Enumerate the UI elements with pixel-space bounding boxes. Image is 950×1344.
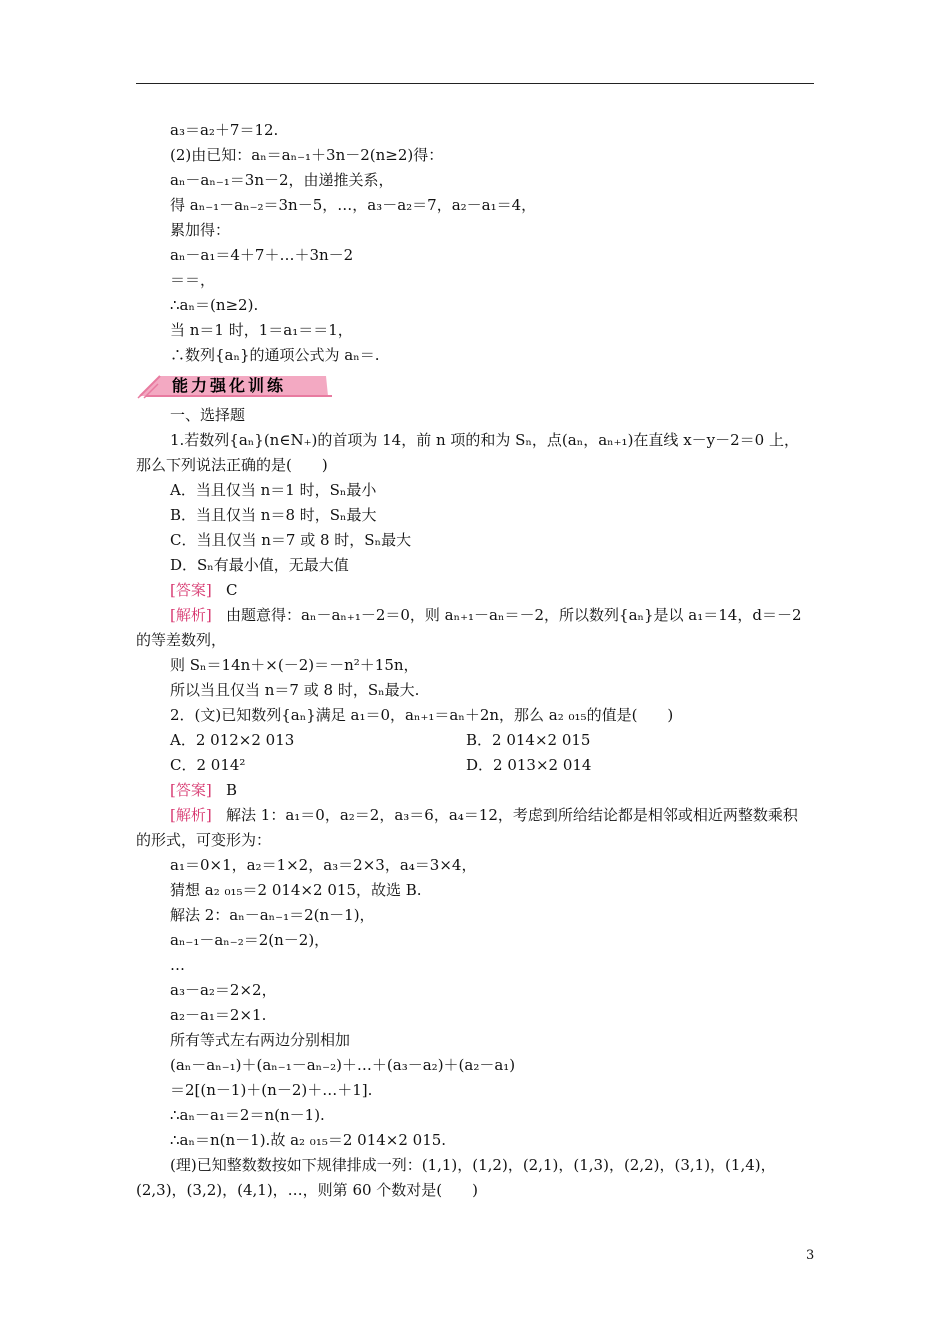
text-line: 得 aₙ₋₁－aₙ₋₂＝3n－5，…，a₃－a₂＝7，a₂－a₁＝4， — [170, 196, 537, 214]
option-a: A．2 012×2 013 — [170, 731, 295, 749]
text-line: … — [170, 956, 185, 974]
text-line: (2)由已知：aₙ＝aₙ₋₁＋3n－2(n≥2)得： — [170, 146, 444, 164]
text-line: 当 n＝1 时，1＝a₁＝＝1， — [170, 321, 353, 339]
text-line: 所有等式左右两边分别相加 — [170, 1031, 351, 1049]
text-line: ＝2[(n－1)＋(n－2)＋…＋1]. — [170, 1081, 373, 1099]
page-content — [136, 118, 816, 1203]
text-line: 解法 2：aₙ－aₙ₋₁＝2(n－1)， — [170, 906, 375, 924]
text-line: 的形式，可变形为： — [136, 831, 272, 849]
answer-value: B — [226, 781, 238, 799]
option-c: C．2 014² — [170, 756, 246, 774]
text-line: aₙ₋₁－aₙ₋₂＝2(n－2)， — [170, 931, 330, 949]
section-banner — [136, 370, 816, 400]
options-row — [136, 753, 816, 778]
text-line: a₁＝0×1，a₂＝1×2，a₃＝2×3，a₄＝3×4， — [170, 856, 477, 874]
analysis-text: 解法 1：a₁＝0，a₂＝2，a₃＝6，a₄＝12，考虑到所给结论都是相邻或相近两整数乘积 — [226, 806, 798, 824]
text-line: a₃＝a₂＋7＝12. — [170, 121, 279, 139]
text-line: 猜想 a₂ ₀₁₅＝2 014×2 015，故选 B. — [170, 881, 422, 899]
section-title: 能力强化训练 — [172, 376, 287, 395]
text-line: ∴aₙ＝(n≥2). — [170, 296, 259, 314]
option-d: D．2 013×2 014 — [466, 756, 592, 774]
text-line: (理)已知整数数按如下规律排成一列：(1,1)，(1,2)，(2,1)，(1,3)，(2,2)，(3,1)，(1,4)， — [170, 1156, 776, 1174]
options-row — [136, 728, 816, 753]
text-line: 那么下列说法正确的是( ) — [136, 456, 328, 474]
analysis-tag: [解析] — [170, 806, 212, 824]
option-b: B．2 014×2 015 — [466, 731, 591, 749]
answer-line — [136, 578, 816, 603]
text-line: ＝＝， — [170, 271, 216, 289]
text-line: (aₙ－aₙ₋₁)＋(aₙ₋₁－aₙ₋₂)＋…＋(a₃－a₂)＋(a₂－a₁) — [170, 1056, 516, 1074]
answer-value: C — [226, 581, 238, 599]
text-line: a₂－a₁＝2×1. — [170, 1006, 267, 1024]
text-line: ∴数列{aₙ}的通项公式为 aₙ＝. — [170, 346, 380, 364]
text-line: B．当且仅当 n＝8 时，Sₙ最大 — [170, 506, 377, 524]
text-line: 累加得： — [170, 221, 231, 239]
answer-line — [136, 778, 816, 803]
text-line: aₙ－aₙ₋₁＝3n－2，由递推关系， — [170, 171, 394, 189]
analysis-tag: [解析] — [170, 606, 212, 624]
text-line: A．当且仅当 n＝1 时，Sₙ最小 — [170, 481, 377, 499]
text-line: (2,3)，(3,2)，(4,1)，…，则第 60 个数对是( ) — [136, 1181, 479, 1199]
analysis-line — [136, 803, 816, 828]
text-line: a₃－a₂＝2×2， — [170, 981, 277, 999]
text-line: C．当且仅当 n＝7 或 8 时，Sₙ最大 — [170, 531, 412, 549]
text-line: ∴aₙ－a₁＝2＝n(n－1). — [170, 1106, 325, 1124]
text-line: aₙ－a₁＝4＋7＋…＋3n－2 — [170, 246, 354, 264]
text-line: 的等差数列， — [136, 631, 227, 649]
text-line: ∴aₙ＝n(n－1).故 a₂ ₀₁₅＝2 014×2 015. — [170, 1131, 447, 1149]
answer-tag: [答案] — [170, 781, 212, 799]
text-line: 则 Sₙ＝14n＋×(－2)＝－n²＋15n， — [170, 656, 419, 674]
text-line: 2．(文)已知数列{aₙ}满足 a₁＝0，aₙ₊₁＝aₙ＋2n，那么 a₂ ₀₁₅的值是( ) — [170, 706, 674, 724]
text-line: D．Sₙ有最小值，无最大值 — [170, 556, 349, 574]
page-number: 3 — [806, 1248, 815, 1263]
text-line: 所以当且仅当 n＝7 或 8 时，Sₙ最大. — [170, 681, 420, 699]
analysis-line — [136, 603, 816, 628]
header-rule — [136, 83, 814, 84]
text-line: 一、选择题 — [170, 406, 246, 424]
analysis-text: 由题意得：aₙ－aₙ₊₁－2＝0，则 aₙ₊₁－aₙ＝－2，所以数列{aₙ}是以 a₁＝14，d＝－2 — [226, 606, 802, 624]
answer-tag: [答案] — [170, 581, 212, 599]
text-line: 1.若数列{aₙ}(n∈N₊)的首项为 14，前 n 项的和为 Sₙ，点(aₙ，aₙ₊₁)在直线 x－y－2＝0 上， — [170, 431, 799, 449]
